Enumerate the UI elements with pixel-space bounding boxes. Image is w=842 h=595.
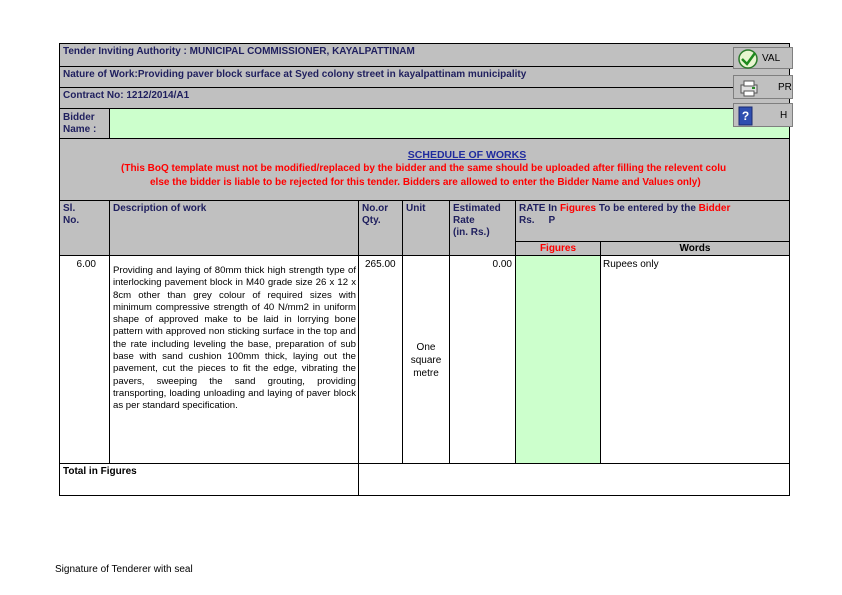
- print-button[interactable]: [733, 75, 793, 99]
- row-description-cell: [109, 255, 359, 464]
- row-rate: 0.00: [492, 259, 512, 270]
- col-sl-2: No.: [63, 215, 80, 226]
- total-value-cell: [358, 463, 790, 496]
- rate-label-c: To be entered by the: [596, 203, 699, 214]
- bidder-label-cell: [59, 108, 110, 139]
- signature-label: Signature of Tenderer with seal: [55, 564, 193, 575]
- validate-button[interactable]: [733, 47, 793, 69]
- help-book-icon: [737, 106, 755, 126]
- col-est-2: Rate: [453, 215, 475, 226]
- authority-row: [59, 43, 790, 67]
- work-row: [59, 66, 790, 88]
- col-est-1: Estimated: [453, 203, 501, 214]
- row-unit-cell: [402, 255, 450, 464]
- contract-value: 1212/2014/A1: [126, 90, 190, 101]
- col-sl: [59, 200, 110, 256]
- row-sl-cell: [59, 255, 110, 464]
- col-est-3: (in. Rs.): [453, 227, 490, 238]
- print-label: PR: [778, 82, 792, 93]
- col-qty-2: Qty.: [362, 215, 381, 226]
- rate-label-d: Bidder: [698, 203, 731, 214]
- contract-row: [59, 87, 790, 109]
- schedule-note-1: (This BoQ template must not be modified/replaced by the bidder and the same should be uploaded after filling the relevent colu: [121, 163, 727, 174]
- authority-text: Tender Inviting Authority : MUNICIPAL COMMISSIONER, KAYALPATTINAM: [63, 46, 415, 57]
- rate-label-b: Figures: [559, 203, 597, 214]
- row-unit-3: metre: [413, 368, 439, 379]
- total-label: Total in Figures: [63, 466, 137, 477]
- printer-icon: [738, 79, 760, 97]
- rate-rs-p: Rs. P: [519, 215, 556, 226]
- row-qty: 265.00: [365, 259, 396, 270]
- col-qty: [358, 200, 403, 256]
- row-qty-cell: [358, 255, 403, 464]
- col-estimated: [449, 200, 516, 256]
- row-sl: 6.00: [76, 259, 96, 270]
- row-rate-cell: [449, 255, 516, 464]
- row-words-cell: [600, 255, 790, 464]
- bidder-label-2: Name :: [63, 124, 97, 135]
- check-icon: [737, 49, 759, 69]
- row-description: Providing and laying of 80mm thick high strength type of interlocking pavement block in M40 grade size 26 x 12 x 8cm other than grey colour of required sizes with minimum compressive strength of 40 N/mm2 in uniform shape of approved make to be laid in lorrying bone pattern with approved non sticking surface in the top and the rate including leveling the base, preparation of sub base with sand cushion 100mm thick, laying out the pavement, cut the pieces to fit the edge, vibrating the pavers, sweeping the sand grouting, providing transporting, loading unloading and laying of paver block as per standard specification.: [113, 265, 356, 412]
- col-qty-1: No.or: [362, 203, 389, 214]
- col-rate-label: [519, 203, 786, 215]
- work-text: Nature of Work:Providing paver block surface at Syed colony street in kayalpattinam municipality: [63, 69, 527, 80]
- col-description: [109, 200, 359, 256]
- col-unit: [402, 200, 450, 256]
- col-description-label: Description of work: [113, 203, 207, 214]
- help-label: H: [780, 110, 788, 121]
- col-words: Words: [600, 241, 790, 256]
- validate-label: VAL: [762, 53, 781, 64]
- col-figures: Figures: [515, 241, 601, 256]
- rate-label-a: RATE In: [519, 203, 560, 214]
- col-rate: [515, 200, 790, 242]
- row-figures-input[interactable]: [515, 255, 601, 464]
- total-label-cell: [59, 463, 359, 496]
- bidder-label-1: Bidder: [63, 112, 95, 123]
- bidder-name-input[interactable]: [109, 108, 790, 139]
- row-unit-2: square: [410, 355, 442, 366]
- col-sl-1: Sl.: [63, 203, 76, 214]
- schedule-title: SCHEDULE OF WORKS: [407, 149, 527, 161]
- row-unit-1: One: [416, 342, 436, 353]
- row-words: Rupees only: [603, 259, 659, 270]
- col-unit-label: Unit: [406, 203, 426, 214]
- svg-text:?: ?: [741, 109, 750, 123]
- schedule-note-2: else the bidder is liable to be rejected for this tender. Bidders are allowed to enter the Bidder Name and Values only): [150, 177, 701, 188]
- help-button[interactable]: [733, 103, 793, 127]
- contract-label: Contract No:: [63, 90, 124, 101]
